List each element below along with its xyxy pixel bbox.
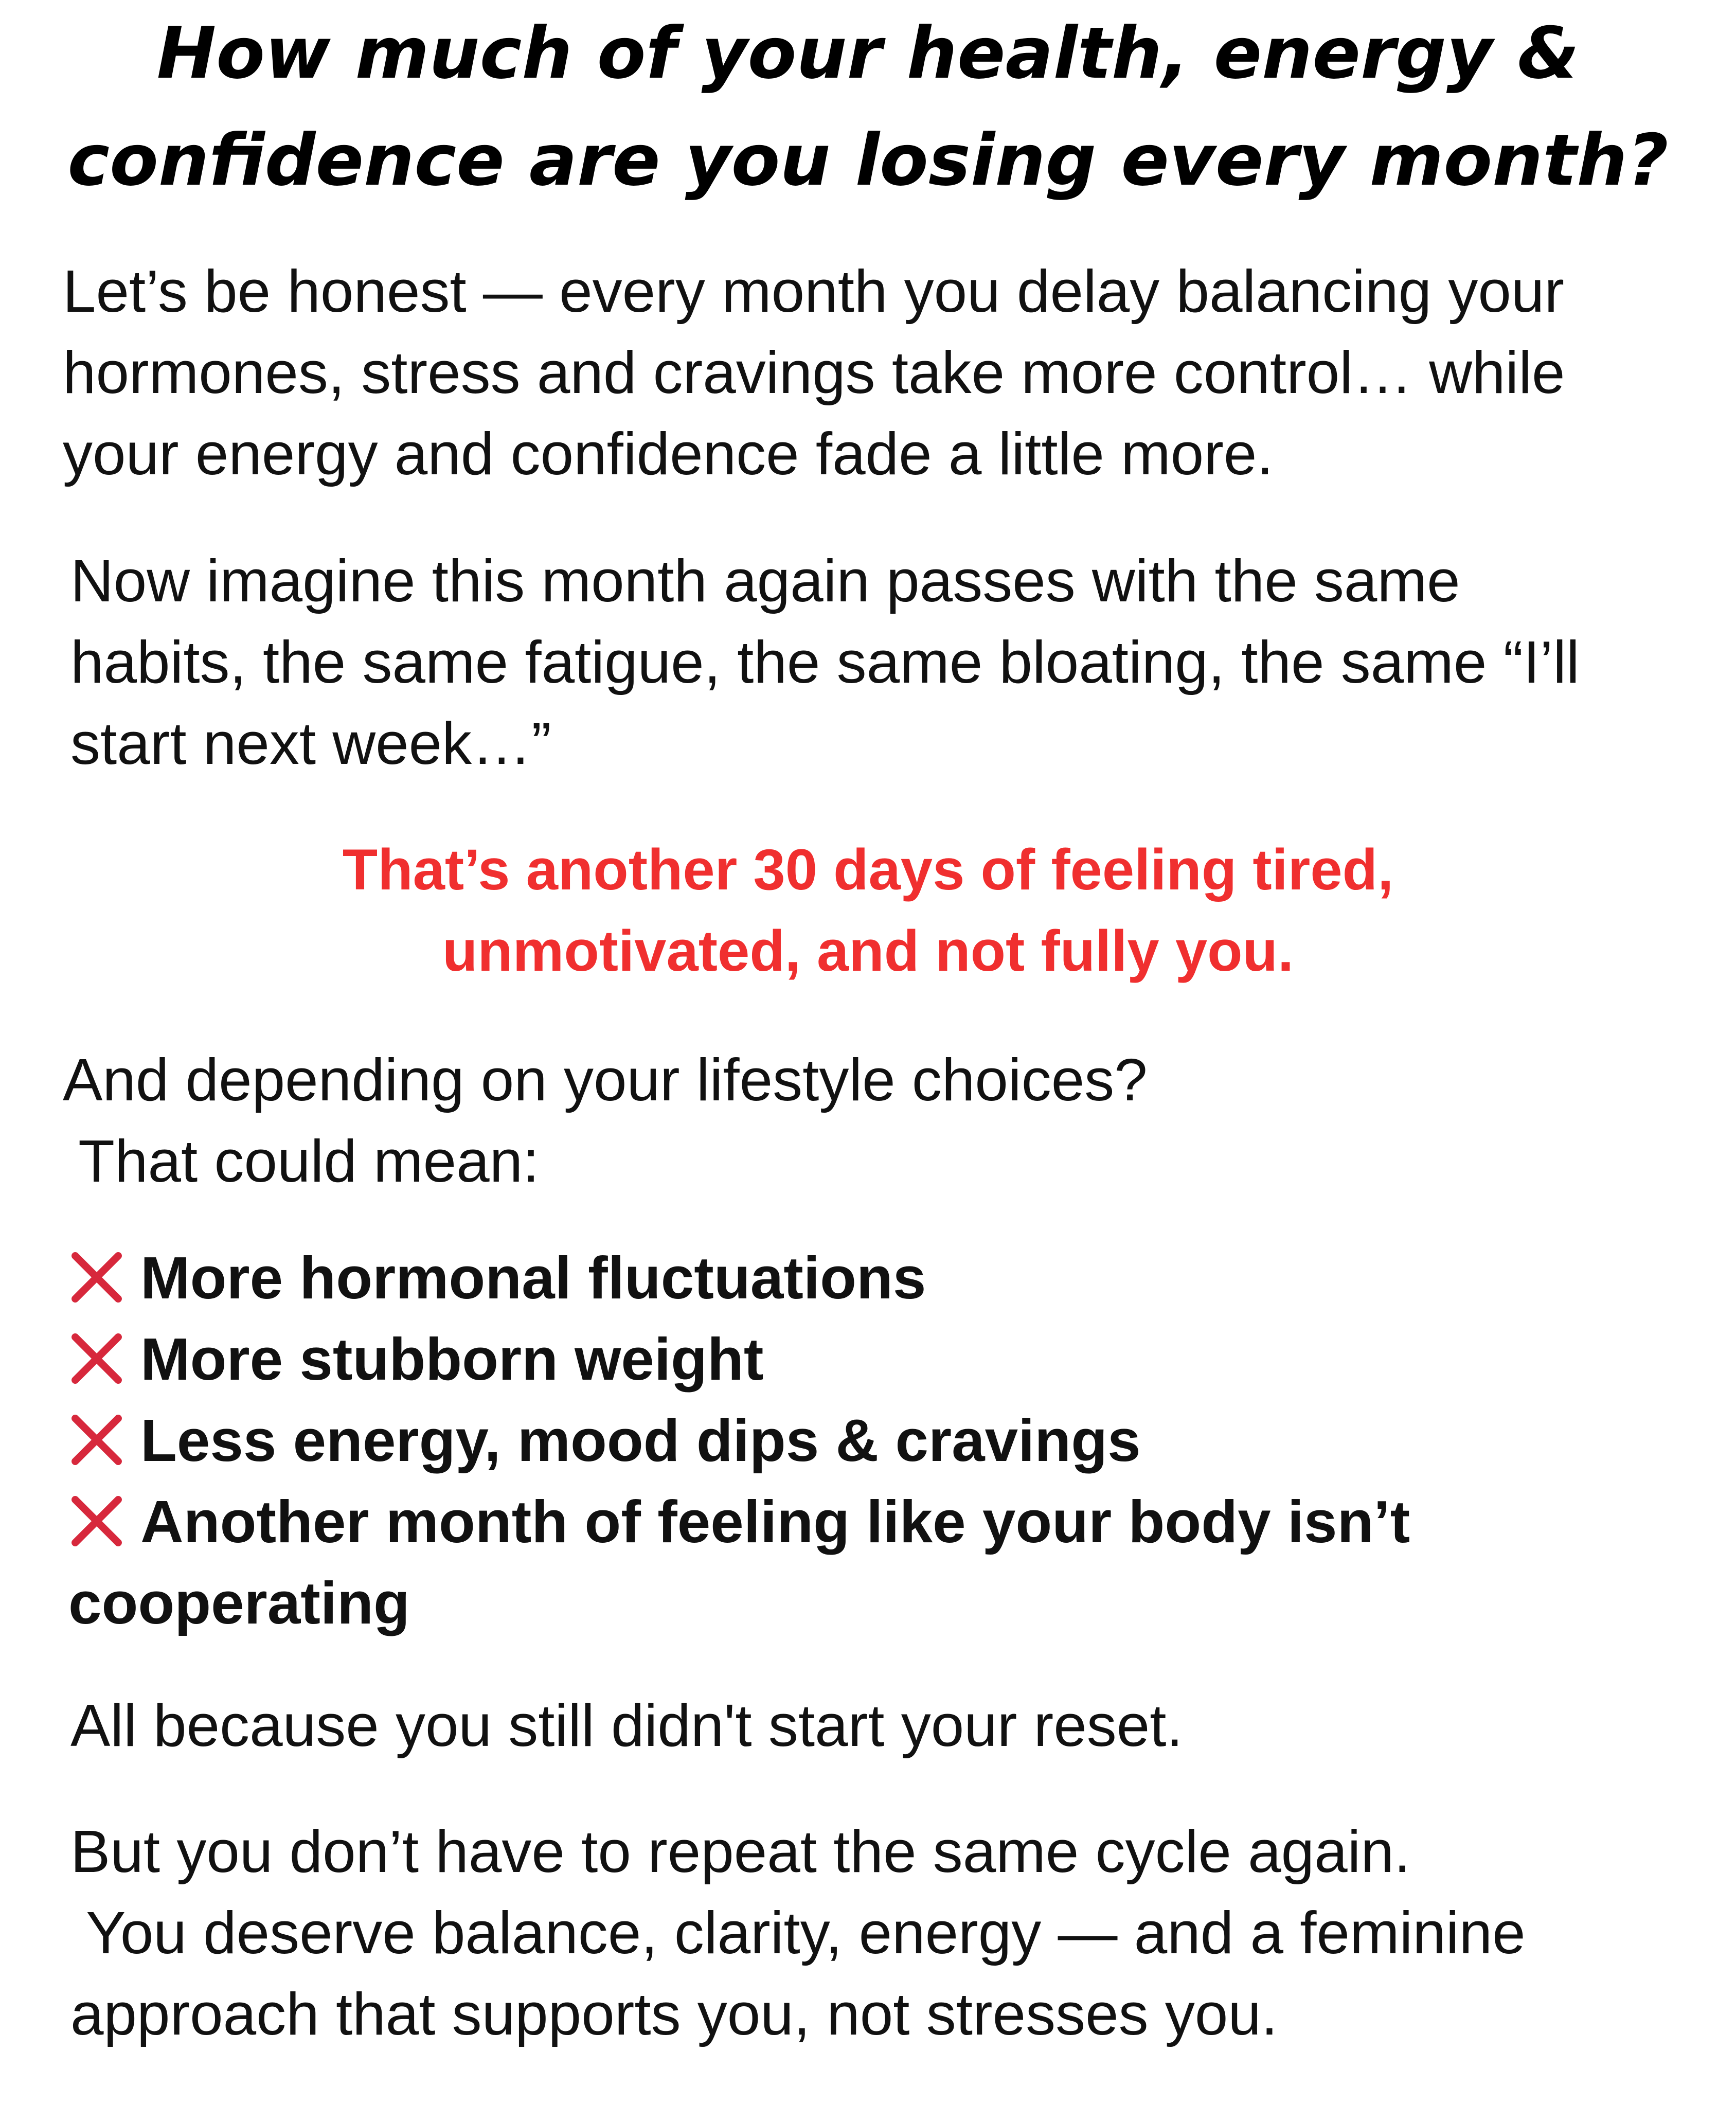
reset-paragraph: [70, 1685, 1183, 1766]
list-item: [68, 1481, 1410, 1562]
depending-line-1: And depending on your lifestyle choices?: [63, 1046, 1148, 1113]
depending-line-2: That could mean:: [63, 1128, 540, 1194]
list-item: [68, 1318, 1410, 1400]
closing-line-2: You deserve balance, clarity, energy — and a feminine: [70, 1899, 1526, 1966]
cross-mark-icon: [68, 1412, 125, 1468]
closing-line-1: But you don’t have to repeat the same cycle again.: [70, 1818, 1411, 1885]
consequences-list: [68, 1237, 1410, 1644]
headline-line-2: confidence are you losing every month?: [67, 119, 1669, 202]
warning-line-2: unmotivated, and not fully you.: [442, 919, 1294, 983]
headline: [0, 0, 1736, 214]
cross-mark-icon: [68, 1493, 125, 1549]
closing-paragraph: [70, 1811, 1526, 2055]
intro-paragraph: [63, 251, 1565, 494]
list-item-text: More stubborn weight: [140, 1326, 764, 1393]
closing-line-3: approach that supports you, not stresses you.: [70, 1981, 1278, 2047]
intro-line-2: hormones, stress and cravings take more control… while: [63, 339, 1565, 406]
imagine-line-2: habits, the same fatigue, the same bloating, the same “I’ll: [70, 629, 1580, 696]
list-item: [68, 1400, 1410, 1481]
warning-line-1: That’s another 30 days of feeling tired,: [342, 837, 1394, 902]
imagine-paragraph: [70, 540, 1580, 784]
list-item-text: More hormonal fluctuations: [140, 1244, 926, 1311]
list-item-text: Less energy, mood dips & cravings: [140, 1407, 1141, 1474]
imagine-line-3: start next week…”: [70, 710, 551, 777]
cross-mark-icon: [68, 1249, 125, 1306]
imagine-line-1: Now imagine this month again passes with the same: [70, 547, 1460, 614]
cross-mark-icon: [68, 1330, 125, 1387]
reset-line-1: All because you still didn't start your reset.: [70, 1692, 1183, 1759]
intro-line-3: your energy and confidence fade a little more.: [63, 420, 1274, 487]
warning-callout: [0, 829, 1736, 992]
list-item-text: Another month of feeling like your body isn’t: [140, 1488, 1410, 1555]
intro-line-1: Let’s be honest — every month you delay balancing your: [63, 258, 1564, 325]
headline-line-1: How much of your health, energy &: [156, 12, 1580, 95]
list-item: [68, 1237, 1410, 1318]
list-item-continuation: cooperating: [68, 1570, 410, 1636]
depending-paragraph: [63, 1039, 1148, 1202]
